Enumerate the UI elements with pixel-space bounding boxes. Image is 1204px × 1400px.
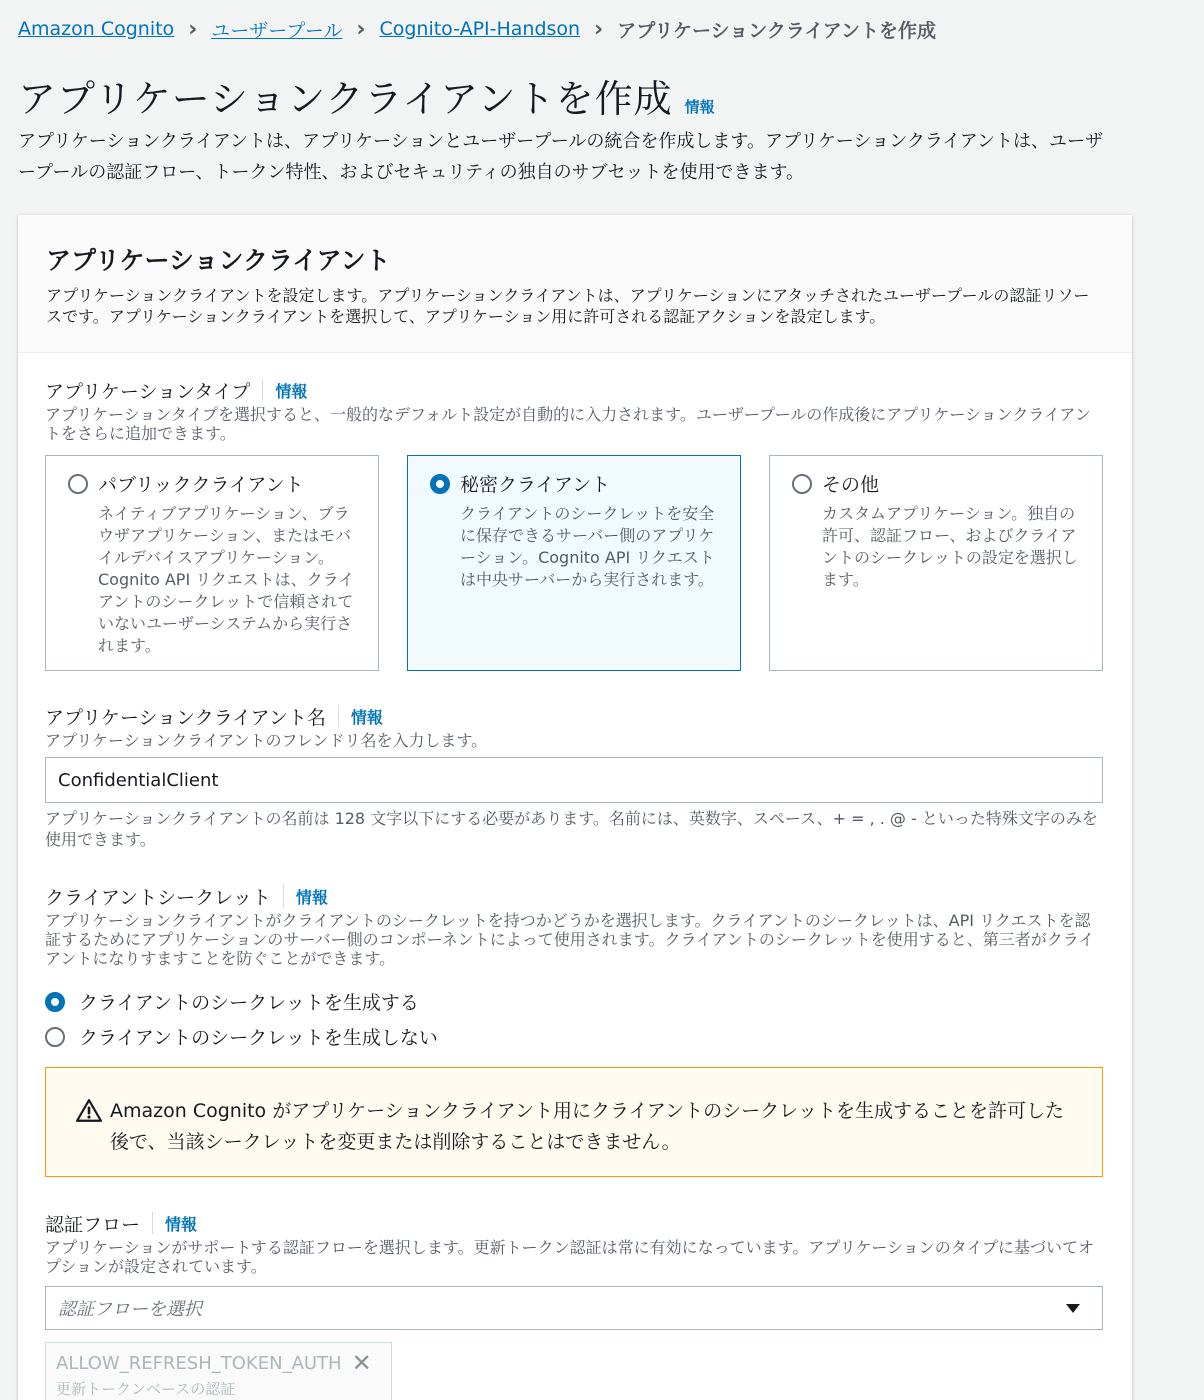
client-name-label: アプリケーションクライアント名 xyxy=(45,706,326,729)
caret-down-icon xyxy=(1066,1304,1080,1313)
client-secret-section xyxy=(45,883,1103,968)
tile-title: 秘密クライアント xyxy=(460,474,611,496)
divider xyxy=(338,705,339,727)
app-type-label: アプリケーションタイプ xyxy=(45,380,251,403)
radio-button[interactable] xyxy=(430,474,450,494)
container-title: アプリケーションクライアント xyxy=(46,246,391,275)
page-description: アプリケーションクライアントは、アプリケーションとユーザープールの統合を作成します。アプリケーションクライアントは、ユーザープールの認証フロー、トークン特性、およびセキュリティの独自のサブセットを使用できます。 xyxy=(18,131,1104,183)
radio-label: クライアントのシークレットを生成しない xyxy=(79,1027,438,1049)
radio-generate-secret[interactable] xyxy=(45,988,419,1015)
client-name-info-link[interactable]: 情報 xyxy=(350,707,383,727)
breadcrumb-link-user-pools[interactable]: ユーザープール xyxy=(211,19,343,42)
radio-label: クライアントのシークレットを生成する xyxy=(79,992,419,1014)
app-type-info-link[interactable]: 情報 xyxy=(275,381,308,401)
auth-flow-select[interactable] xyxy=(45,1286,1103,1330)
tile-confidential-client[interactable] xyxy=(407,455,741,671)
chevron-right-icon: › xyxy=(188,16,198,42)
client-secret-info-link[interactable]: 情報 xyxy=(295,887,328,907)
warning-text: Amazon Cognito がアプリケーションクライアント用にクライアントのシークレットを生成することを許可した後で、当該シークレットを変更または削除することはできません。 xyxy=(110,1100,1064,1153)
tile-public-client[interactable] xyxy=(45,455,379,671)
client-name-constraint: アプリケーションクライアントの名前は 128 文字以下にする必要があります。名前には、英数字、スペース、+ = , . @ - といった特殊文字のみを使用できます。 xyxy=(45,809,1098,849)
close-icon[interactable]: ✕ xyxy=(351,1349,372,1377)
app-type-tiles xyxy=(45,455,1103,671)
radio-no-secret[interactable] xyxy=(45,1023,438,1050)
breadcrumb-current: アプリケーションクライアントを作成 xyxy=(617,19,937,42)
client-name-section xyxy=(45,703,1103,750)
client-name-input[interactable] xyxy=(45,757,1103,803)
select-placeholder: 認証フローを選択 xyxy=(58,1299,202,1320)
tile-description: ネイティブアプリケーション、ブラウザアプリケーション、またはモバイルデバイスアプリケーション。Cognito API リクエストは、クライアントのシークレットで信頼されていないユーザーシステムから実行されます。 xyxy=(98,504,355,655)
radio-button[interactable] xyxy=(45,1027,65,1047)
page-header xyxy=(18,68,715,123)
warning-icon xyxy=(76,1098,102,1124)
tile-description: カスタムアプリケーション。独自の許可、認証フロー、およびクライアントのシークレットの設定を選択します。 xyxy=(822,504,1078,589)
radio-button[interactable] xyxy=(792,474,812,494)
warning-alert xyxy=(45,1067,1103,1177)
chevron-right-icon: › xyxy=(356,16,366,42)
app-type-description: アプリケーションタイプを選択すると、一般的なデフォルト設定が自動的に入力されます。ユーザープールの作成後にアプリケーションクライアントをさらに追加できます。 xyxy=(45,405,1091,443)
auth-flow-info-link[interactable]: 情報 xyxy=(165,1214,198,1234)
client-name-description: アプリケーションクライアントのフレンドリ名を入力します。 xyxy=(45,731,488,750)
tile-title: その他 xyxy=(822,474,880,496)
divider xyxy=(283,885,284,907)
page-info-link[interactable]: 情報 xyxy=(684,98,715,116)
auth-flow-section xyxy=(45,1210,1103,1276)
page-title: アプリケーションクライアントを作成 xyxy=(18,77,673,121)
auth-flow-label: 認証フロー xyxy=(45,1213,141,1236)
container-description: アプリケーションクライアントを設定します。アプリケーションクライアントは、アプリケーションにアタッチされたユーザープールの認証リソースです。アプリケーションクライアントを選択して、アプリケーション用に許可される認証アクションを設定します。 xyxy=(46,286,1090,326)
tile-other[interactable] xyxy=(769,455,1103,671)
app-type-section xyxy=(45,377,1103,443)
app-client-container xyxy=(18,215,1132,1400)
radio-button[interactable] xyxy=(68,474,88,494)
breadcrumb xyxy=(18,14,936,44)
tile-description: クライアントのシークレットを安全に保存できるサーバー側のアプリケーション。Cognito API リクエストは中央サーバーから実行されます。 xyxy=(460,504,715,589)
client-secret-label: クライアントシークレット xyxy=(45,886,271,909)
tile-title: パブリッククライアント xyxy=(98,474,304,496)
divider xyxy=(152,1212,153,1234)
client-secret-description: アプリケーションクライアントがクライアントのシークレットを持つかどうかを選択します。クライアントのシークレットは、API リクエストを認証するためにアプリケーションのサーバー側のコンポーネントによって使用されます。クライアントのシークレットを使用すると、第三者がクライアントになりすますことを防ぐことができます。 xyxy=(45,911,1095,968)
radio-button[interactable] xyxy=(45,992,65,1012)
token-description: 更新トークンベースの認証 xyxy=(56,1380,236,1398)
breadcrumb-link-cognito[interactable]: Amazon Cognito xyxy=(18,18,175,40)
auth-flow-token xyxy=(45,1342,392,1400)
container-header xyxy=(18,215,1132,353)
divider xyxy=(262,379,263,401)
breadcrumb-link-user-pool[interactable]: Cognito-API-Handson xyxy=(379,18,581,40)
auth-flow-description: アプリケーションがサポートする認証フローを選択します。更新トークン認証は常に有効になっています。アプリケーションのタイプに基づいてオプションが設定されています。 xyxy=(45,1238,1094,1276)
token-label: ALLOW_REFRESH_TOKEN_AUTH xyxy=(56,1352,342,1374)
chevron-right-icon: › xyxy=(594,16,604,42)
